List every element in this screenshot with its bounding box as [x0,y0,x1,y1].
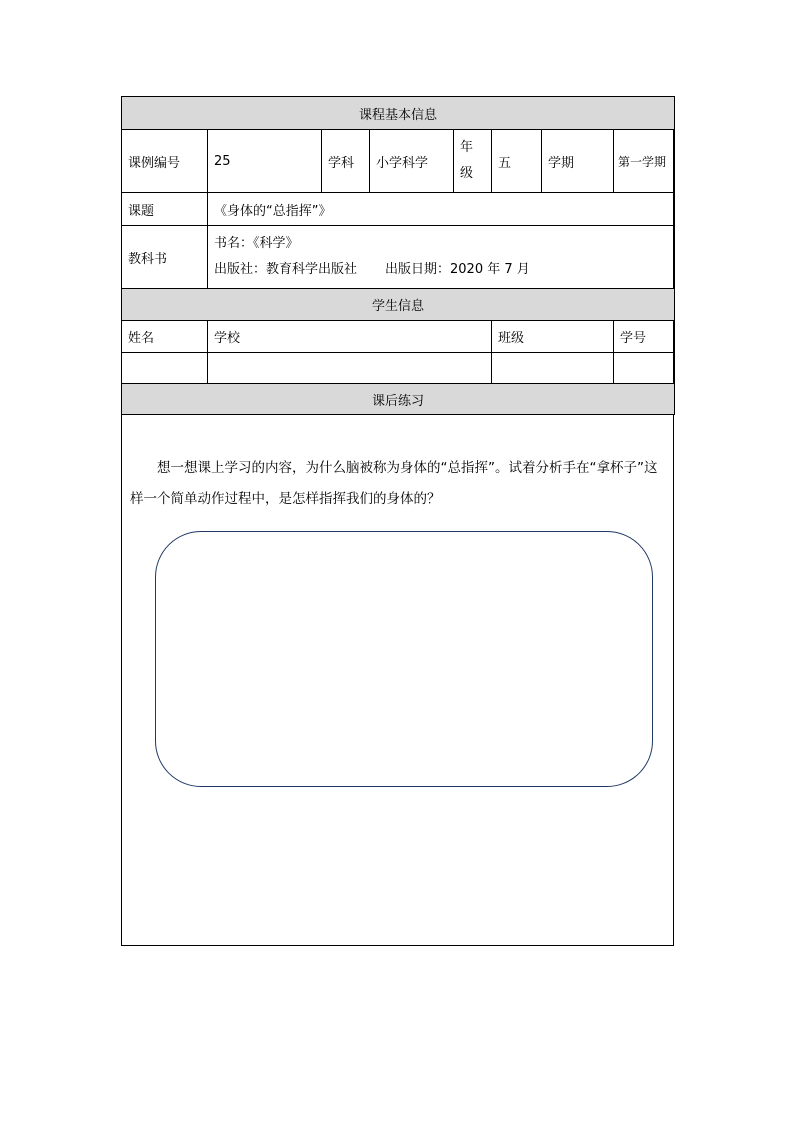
subject-label: 学科 [322,130,370,193]
exercise-question: 想一想课上学习的内容，为什么脑被称为身体的“总指挥”。试着分析手在“拿杯子”这样一个简单动作过程中，是怎样指挥我们的身体的？ [130,460,658,507]
exercise-header: 课后练习 [122,384,675,415]
student-id-field[interactable] [614,353,675,384]
student-info-header: 学生信息 [122,289,675,321]
term-label: 学期 [542,130,614,193]
student-class-label: 班级 [492,321,614,353]
term-value: 第一学期 [614,130,675,193]
student-school-field[interactable] [208,353,492,384]
book-name: 书名：《科学》 [214,236,299,251]
textbook-details [208,226,675,289]
grade-value: 五 [492,130,542,193]
publisher: 出版社：教育科学出版社 [214,262,358,277]
student-school-label: 学校 [208,321,492,353]
grade-label-line-1: 年 [460,140,474,155]
worksheet [121,96,674,946]
grade-label-line-2: 级 [460,166,474,181]
textbook-label: 教科书 [122,226,208,289]
subject-value: 小学科学 [370,130,454,193]
student-class-field[interactable] [492,353,614,384]
course-info-header: 课程基本信息 [122,97,675,130]
student-name-label: 姓名 [122,321,208,353]
worksheet-table [121,96,675,415]
case-no-value: 25 [208,130,322,193]
topic-label: 课题 [122,193,208,226]
case-no-label: 课例编号 [122,130,208,193]
student-name-field[interactable] [122,353,208,384]
publication-date: 出版日期：2020 年 7 月 [385,262,530,277]
answer-box[interactable] [155,531,653,787]
topic-value: 《身体的“总指挥”》 [208,193,675,226]
grade-label [454,130,492,193]
student-id-label: 学号 [614,321,675,353]
